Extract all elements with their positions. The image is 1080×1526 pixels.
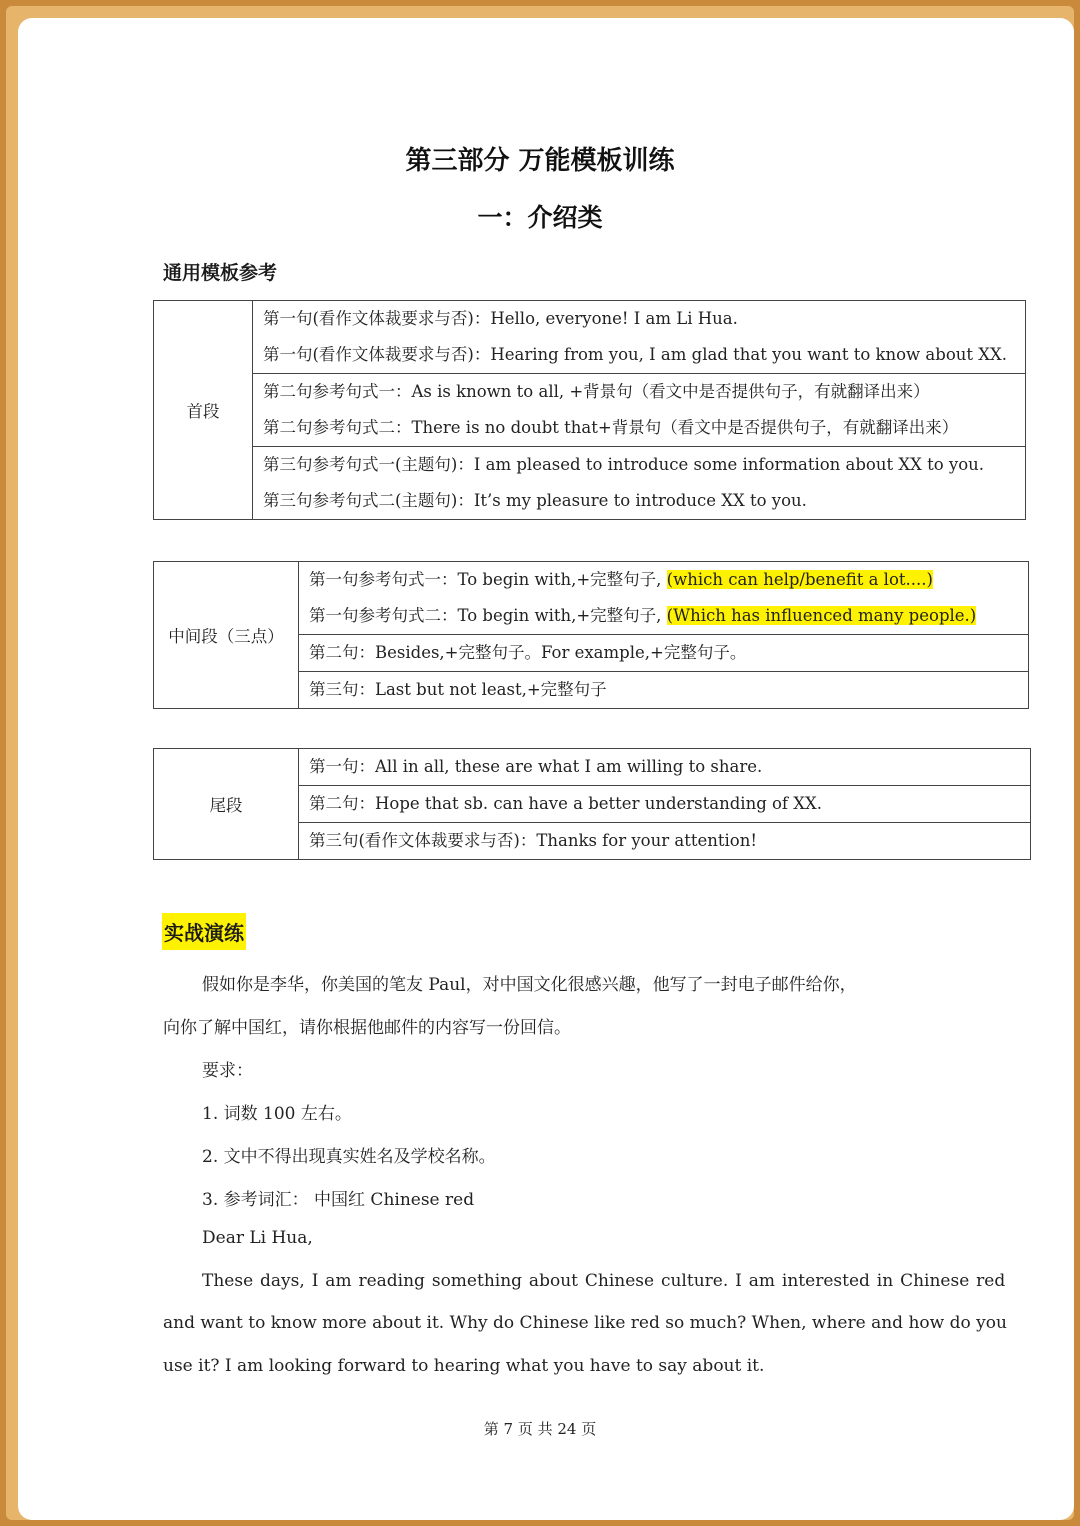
middle-line-3: 第二句：Besides,+完整句子。For example,+完整句子。 xyxy=(309,643,747,662)
page-footer: 第 7 页 共 24 页 xyxy=(483,1420,597,1438)
middle-line-2-highlight: (Which has influenced many people.) xyxy=(666,606,977,625)
opening-line-5: 第三句参考句式一(主题句)：I am pleased to introduce some information about XX to you. xyxy=(263,455,985,474)
middle-line-1-highlight: (which can help/benefit a lot....) xyxy=(666,570,933,589)
ending-label: 尾段 xyxy=(154,749,299,860)
middle-line-2 xyxy=(309,598,1018,634)
middle-label: 中间段（三点） xyxy=(154,562,299,709)
middle-line-4: 第三句：Last but not least,+完整句子 xyxy=(309,680,607,699)
opening-line-2: 第一句(看作文体裁要求与否)：Hearing from you, I am glad that you want to know about XX. xyxy=(263,345,1007,364)
prompt-line-1: 假如你是李华，你美国的笔友 Paul，对中国文化很感兴趣，他写了一封电子邮件给你， xyxy=(202,975,857,995)
part-title: 第三部分 万能模板训练 xyxy=(405,146,675,176)
opening-line-4: 第二句参考句式二：There is no doubt that+背景句（看文中是否提供句子，有就翻译出来） xyxy=(263,418,959,437)
opening-line-1: 第一句(看作文体裁要求与否)：Hello, everyone! I am Li Hua. xyxy=(263,309,738,328)
letter-line-1: These days, I am reading something about Chinese culture. I am interested in Chinese red xyxy=(202,1271,1006,1291)
letter-salutation: Dear Li Hua, xyxy=(202,1228,313,1248)
requirement-3: 3. 参考词汇： 中国红 Chinese red xyxy=(202,1190,475,1210)
middle-row-3 xyxy=(299,672,1029,709)
opening-line-3: 第二句参考句式一：As is known to all, +背景句（看文中是否提供句子，有就翻译出来） xyxy=(263,382,930,401)
middle-row-1 xyxy=(299,562,1029,635)
opening-line-6: 第三句参考句式二(主题句)：It’s my pleasure to introduce XX to you. xyxy=(263,491,807,510)
ending-row-2 xyxy=(299,786,1031,823)
ending-row-1 xyxy=(299,749,1031,786)
practice-heading: 实战演练 xyxy=(162,913,246,950)
middle-row-2 xyxy=(299,635,1029,672)
ending-line-2: 第二句：Hope that sb. can have a better understanding of XX. xyxy=(309,794,823,813)
opening-table xyxy=(153,300,1026,520)
requirement-2: 2. 文中不得出现真实姓名及学校名称。 xyxy=(202,1147,496,1167)
template-heading: 通用模板参考 xyxy=(163,262,278,284)
section-title: 一：介绍类 xyxy=(477,203,603,232)
opening-row-1 xyxy=(253,301,1026,374)
opening-label: 首段 xyxy=(154,301,253,520)
ending-row-3 xyxy=(299,823,1031,860)
ending-line-3: 第三句(看作文体裁要求与否)：Thanks for your attention! xyxy=(309,831,757,850)
middle-line-2-text: 第一句参考句式二：To begin with,+完整句子, xyxy=(309,606,667,625)
middle-line-1 xyxy=(309,562,1018,598)
requirement-1: 1. 词数 100 左右。 xyxy=(202,1104,352,1124)
opening-row-3 xyxy=(253,447,1026,520)
middle-table xyxy=(153,561,1029,709)
prompt-line-2: 向你了解中国红，请你根据他邮件的内容写一份回信。 xyxy=(163,1018,571,1038)
opening-row-2 xyxy=(253,374,1026,447)
letter-line-2: and want to know more about it. Why do Chinese like red so much? When, where and how do you xyxy=(163,1313,1007,1333)
middle-line-1-text: 第一句参考句式一：To begin with,+完整句子, xyxy=(309,570,667,589)
ending-line-1: 第一句：All in all, these are what I am willing to share. xyxy=(309,757,763,776)
requirements-label: 要求： xyxy=(202,1061,253,1081)
letter-line-3: use it? I am looking forward to hearing what you have to say about it. xyxy=(163,1356,765,1376)
ending-table xyxy=(153,748,1031,860)
